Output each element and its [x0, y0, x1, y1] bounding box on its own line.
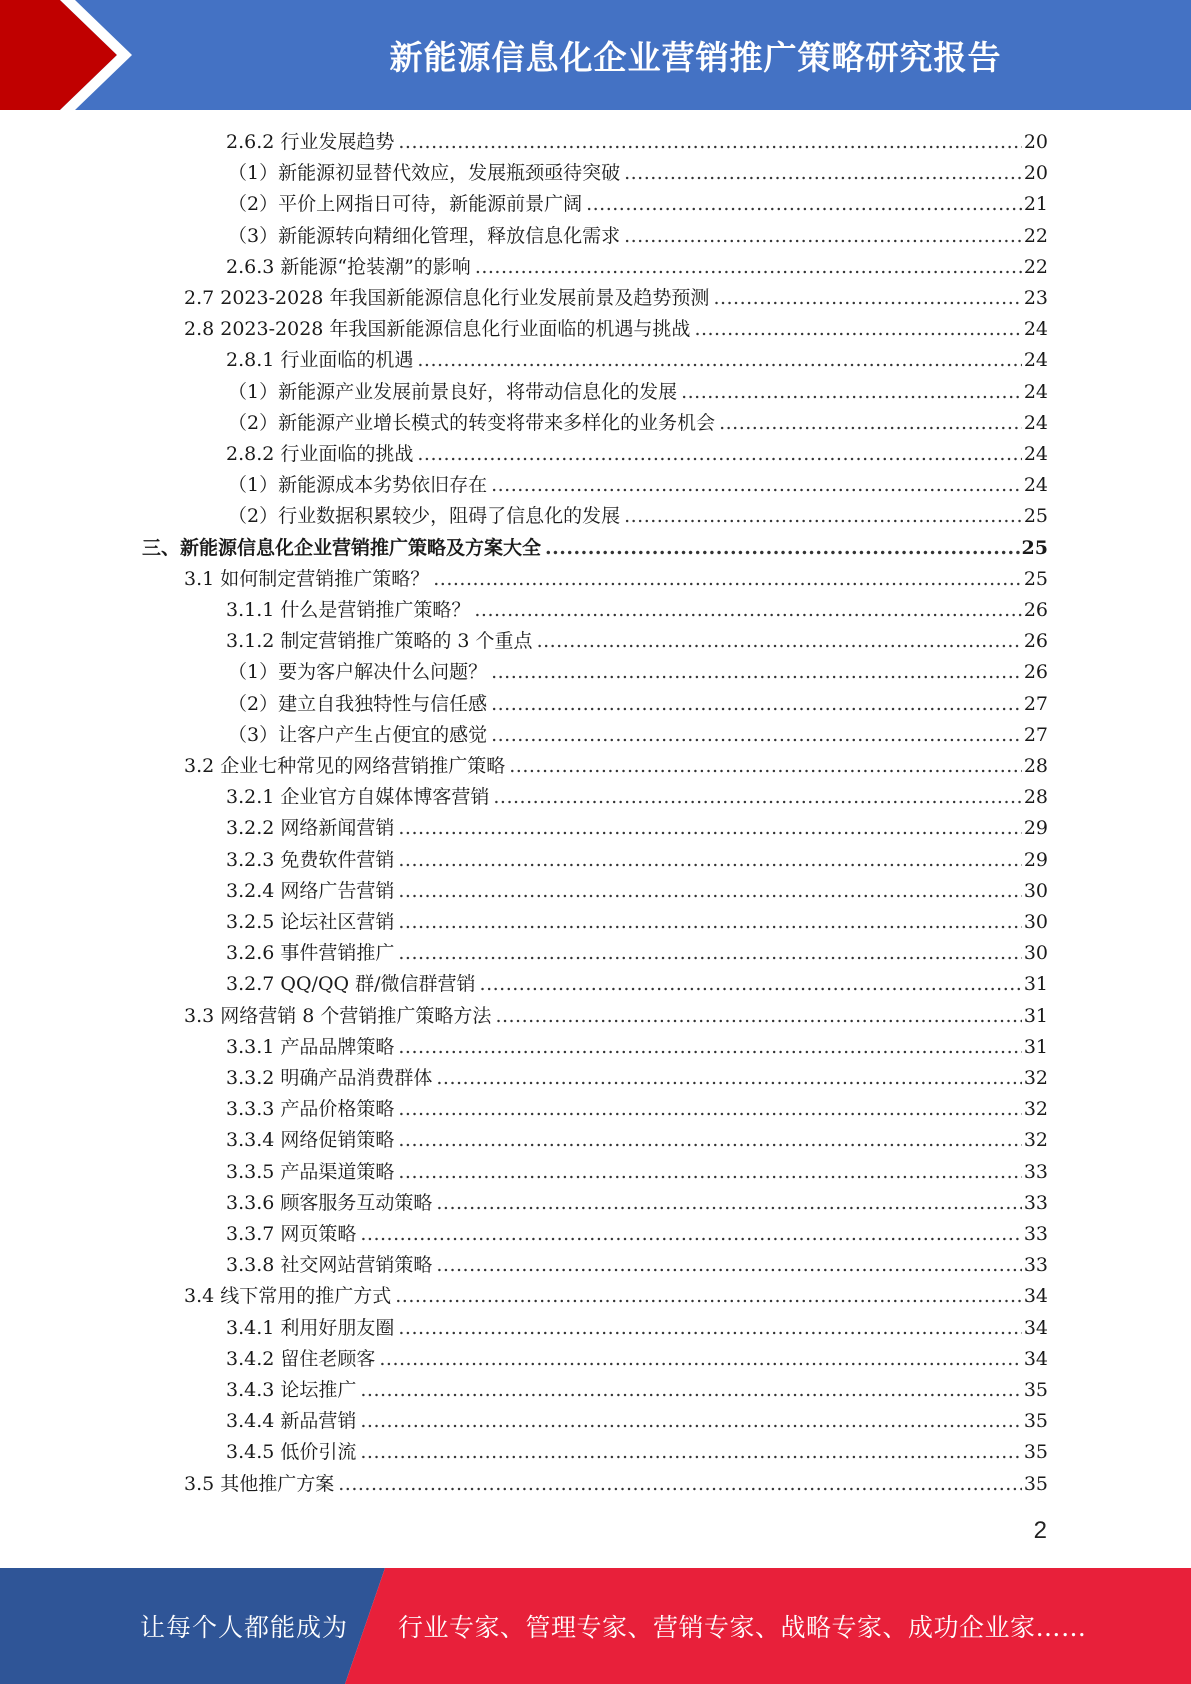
toc-entry[interactable]: [226, 938, 1048, 969]
toc-entry[interactable]: [226, 595, 1048, 626]
toc-entry[interactable]: [184, 314, 1048, 345]
toc-entry-page: 33: [1023, 1223, 1048, 1245]
toc-entry[interactable]: [228, 408, 1048, 439]
toc-dot-leader: [398, 1125, 1021, 1156]
toc-entry-title: （1）新能源产业发展前景良好，将带动信息化的发展: [228, 380, 678, 403]
toc-entry-page: 20: [1023, 131, 1048, 153]
toc-entry[interactable]: [226, 813, 1048, 844]
toc-entry[interactable]: [226, 1375, 1048, 1406]
toc-dot-leader: [398, 876, 1021, 907]
toc-dot-leader: [537, 626, 1022, 657]
toc-dot-leader: [398, 1157, 1021, 1188]
toc-entry-page: 30: [1023, 911, 1048, 933]
toc-entry[interactable]: [226, 845, 1048, 876]
toc-dot-leader: [475, 252, 1022, 283]
toc-entry[interactable]: [228, 470, 1048, 501]
toc-entry-title: 2.6.2 行业发展趋势: [226, 131, 395, 153]
toc-dot-leader: [495, 1001, 1021, 1032]
toc-entry[interactable]: [184, 564, 1048, 595]
toc-entry-page: 24: [1023, 411, 1048, 434]
toc-dot-leader: [491, 689, 1022, 720]
toc-dot-leader: [398, 938, 1021, 969]
toc-dot-leader: [360, 1437, 1021, 1468]
toc-entry-title: 3.1.2 制定营销推广策略的 3 个重点: [226, 630, 533, 653]
toc-entry-title: （1）新能源初显替代效应，发展瓶颈亟待突破: [228, 162, 621, 185]
toc-entry-page: 30: [1023, 942, 1048, 965]
toc-entry-title: （1）新能源成本劣势依旧存在: [228, 474, 488, 497]
toc-entry-page: 35: [1023, 1472, 1048, 1495]
toc-entry-title: 3.3.4 网络促销策略: [226, 1129, 395, 1152]
toc-entry-title: （2）新能源产业增长模式的转变将带来多样化的业务机会: [228, 411, 716, 434]
toc-entry[interactable]: [184, 1281, 1048, 1312]
toc-entry-page: 25: [1021, 536, 1048, 559]
toc-entry-page: 24: [1023, 474, 1048, 497]
page-footer: [0, 1568, 1191, 1684]
toc-dot-leader: [624, 221, 1022, 252]
toc-entry[interactable]: [226, 1063, 1048, 1094]
toc-dot-leader: [338, 1469, 1022, 1500]
toc-entry[interactable]: [226, 1157, 1048, 1188]
toc-dot-leader: [624, 158, 1022, 189]
toc-entry[interactable]: [226, 1406, 1048, 1437]
toc-entry[interactable]: [226, 1032, 1048, 1063]
toc-entry-page: 28: [1023, 755, 1048, 777]
toc-entry-title: 3.4 线下常用的推广方式: [184, 1285, 392, 1308]
toc-entry-title: 3.3.6 顾客服务互动策略: [226, 1191, 433, 1214]
page-header: [0, 0, 1191, 110]
toc-dot-leader: [681, 377, 1022, 408]
toc-entry-title: 2.6.3 新能源“抢装潮”的影响: [226, 255, 471, 278]
footer-slogan-left: 让每个人都能成为: [140, 1613, 349, 1642]
toc-entry[interactable]: [228, 189, 1048, 220]
toc-entry-page: 24: [1023, 349, 1048, 372]
toc-entry[interactable]: [228, 657, 1048, 688]
toc-entry[interactable]: [226, 1094, 1048, 1125]
toc-entry-page: 26: [1023, 630, 1048, 653]
toc-entry-page: 24: [1023, 443, 1048, 465]
toc-dot-leader: [719, 408, 1022, 439]
toc-entry-page: 29: [1023, 817, 1048, 840]
toc-entry-title: 3.5 其他推广方案: [184, 1472, 335, 1495]
toc-dot-leader: [491, 657, 1022, 688]
toc-entry-page: 24: [1023, 318, 1048, 341]
toc-entry-title: 3.3 网络营销 8 个营销推广策略方法: [184, 1004, 492, 1027]
toc-dot-leader: [417, 345, 1021, 376]
toc-entry[interactable]: [228, 501, 1048, 532]
toc-entry-title: （2）行业数据积累较少，阻碍了信息化的发展: [228, 505, 621, 528]
toc-entry-page: 33: [1023, 1254, 1048, 1277]
toc-entry[interactable]: [226, 1313, 1048, 1344]
toc-entry-title: 3.4.1 利用好朋友圈: [226, 1316, 395, 1339]
toc-dot-leader: [545, 533, 1020, 564]
toc-entry-page: 25: [1023, 505, 1048, 528]
toc-dot-leader: [398, 1032, 1021, 1063]
toc-entry-title: （1）要为客户解决什么问题？: [228, 661, 488, 684]
toc-entry[interactable]: [226, 439, 1048, 470]
toc-entry-title: 3.2.2 网络新闻营销: [226, 817, 395, 840]
toc-entry[interactable]: [226, 1437, 1048, 1468]
toc-entry-page: 30: [1023, 879, 1048, 902]
toc-entry[interactable]: [184, 751, 1048, 782]
toc-entry[interactable]: [226, 1188, 1048, 1219]
toc-dot-leader: [398, 1313, 1021, 1344]
toc-dot-leader: [493, 782, 1021, 813]
toc-entry-title: （2）建立自我独特性与信任感: [228, 692, 488, 715]
toc-entry-title: 3.3.5 产品渠道策略: [226, 1160, 395, 1183]
toc-entry[interactable]: [226, 1219, 1048, 1250]
toc-dot-leader: [379, 1344, 1021, 1375]
toc-entry-page: 26: [1023, 599, 1048, 621]
toc-dot-leader: [417, 439, 1021, 470]
toc-dot-leader: [491, 470, 1022, 501]
toc-entry-title: 3.3.1 产品品牌策略: [226, 1035, 395, 1058]
toc-dot-leader: [509, 751, 1022, 782]
toc-entry-page: 35: [1023, 1410, 1048, 1433]
toc-entry-title: 2.8.2 行业面临的挑战: [226, 443, 414, 465]
toc-dot-leader: [398, 127, 1021, 158]
toc-dot-leader: [398, 813, 1021, 844]
toc-entry[interactable]: [226, 907, 1048, 938]
toc-entry-page: 21: [1023, 193, 1048, 216]
toc-dot-leader: [398, 907, 1021, 938]
toc-entry-page: 23: [1023, 287, 1048, 309]
toc-dot-leader: [474, 595, 1021, 626]
toc-entry-title: 3.2.7 QQ/QQ 群/微信群营销: [226, 973, 476, 996]
toc-entry[interactable]: [226, 626, 1048, 657]
toc-dot-leader: [436, 1063, 1021, 1094]
toc-entry-title: （3）新能源转向精细化管理，释放信息化需求: [228, 224, 621, 247]
toc-entry-title: 3.1 如何制定营销推广策略？: [184, 567, 430, 590]
toc-entry-title: （2）平价上网指日可待，新能源前景广阔: [228, 193, 583, 216]
toc-entry[interactable]: [184, 283, 1048, 314]
toc-dot-leader: [433, 564, 1022, 595]
toc-entry-page: 35: [1023, 1379, 1048, 1401]
toc-entry-page: 31: [1023, 1035, 1048, 1058]
footer-slogan-right: 行业专家、管理专家、营销专家、战略专家、成功企业家……: [398, 1613, 1087, 1642]
toc-entry-title: 3.4.3 论坛推广: [226, 1379, 357, 1401]
toc-entry[interactable]: [228, 377, 1048, 408]
toc-dot-leader: [694, 314, 1021, 345]
toc-entry[interactable]: [226, 782, 1048, 813]
toc-entry-page: 28: [1023, 786, 1048, 809]
toc-entry-page: 31: [1023, 1004, 1048, 1027]
toc-entry-page: 27: [1023, 692, 1048, 715]
toc-entry-page: 34: [1023, 1347, 1048, 1370]
toc-entry[interactable]: [228, 221, 1048, 252]
toc-entry[interactable]: [226, 1344, 1048, 1375]
toc-entry-title: 3.3.8 社交网站营销策略: [226, 1254, 433, 1277]
toc-dot-leader: [713, 283, 1021, 314]
toc-dot-leader: [480, 969, 1022, 1000]
toc-entry[interactable]: [226, 127, 1048, 158]
toc-entry-title: 3.2.6 事件营销推广: [226, 942, 395, 965]
toc-dot-leader: [360, 1219, 1021, 1250]
toc-entry-title: 3.3.7 网页策略: [226, 1223, 357, 1245]
toc-entry-page: 34: [1023, 1316, 1048, 1339]
toc-entry-title: 3.4.5 低价引流: [226, 1441, 357, 1464]
toc-entry-page: 22: [1023, 255, 1048, 278]
toc-entry[interactable]: [228, 158, 1048, 189]
toc-entry-title: 3.4.4 新品营销: [226, 1410, 357, 1433]
toc-entry[interactable]: [184, 1469, 1048, 1500]
toc-dot-leader: [398, 845, 1021, 876]
toc-entry-title: 3.2.1 企业官方自媒体博客营销: [226, 786, 490, 809]
toc-dot-leader: [360, 1406, 1021, 1437]
toc-entry-title: 3.3.2 明确产品消费群体: [226, 1067, 433, 1089]
toc-entry[interactable]: [226, 1125, 1048, 1156]
toc-entry-page: 32: [1023, 1098, 1048, 1121]
toc-entry-page: 29: [1023, 848, 1048, 871]
toc-entry-page: 33: [1023, 1160, 1048, 1183]
toc-entry-page: 27: [1023, 723, 1048, 746]
toc-entry-page: 25: [1023, 567, 1048, 590]
toc-dot-leader: [586, 189, 1022, 220]
toc-entry-title: 3.1.1 什么是营销推广策略？: [226, 599, 471, 621]
toc-dot-leader: [436, 1188, 1021, 1219]
toc-entry-title: 3.2.4 网络广告营销: [226, 879, 395, 902]
toc-dot-leader: [491, 720, 1022, 751]
toc-entry-page: 24: [1023, 380, 1048, 403]
toc-entry-page: 32: [1023, 1067, 1048, 1089]
toc-entry[interactable]: [226, 876, 1048, 907]
toc-dot-leader: [436, 1250, 1021, 1281]
toc-entry-title: 3.2.5 论坛社区营销: [226, 911, 395, 933]
toc-entry-title: 3.2.3 免费软件营销: [226, 848, 395, 871]
toc-entry[interactable]: [184, 1001, 1048, 1032]
toc-entry-page: 34: [1023, 1285, 1048, 1308]
toc-entry-title: 三、新能源信息化企业营销推广策略及方案大全: [142, 536, 542, 559]
toc-entry[interactable]: [226, 252, 1048, 283]
toc-dot-leader: [398, 1094, 1021, 1125]
toc-entry-title: 3.3.3 产品价格策略: [226, 1098, 395, 1121]
toc-dot-leader: [624, 501, 1022, 532]
toc-entry-page: 33: [1023, 1191, 1048, 1214]
report-title: 新能源信息化企业营销推广策略研究报告: [389, 37, 1002, 77]
toc-entry-page: 32: [1023, 1129, 1048, 1152]
toc-entry-page: 31: [1023, 973, 1048, 996]
toc-entry-page: 20: [1023, 162, 1048, 185]
toc-entry[interactable]: [228, 689, 1048, 720]
toc-entry[interactable]: [228, 720, 1048, 751]
toc-dot-leader: [360, 1375, 1021, 1406]
toc-entry-title: 3.2 企业七种常见的网络营销推广策略: [184, 755, 506, 777]
toc-entry[interactable]: [226, 1250, 1048, 1281]
toc-entry-title: 2.8 2023-2028 年我国新能源信息化行业面临的机遇与挑战: [184, 318, 691, 341]
toc-dot-leader: [395, 1281, 1022, 1312]
page-number: 2: [1033, 1517, 1047, 1544]
toc-entry[interactable]: [226, 345, 1048, 376]
toc-entry-title: 2.7 2023-2028 年我国新能源信息化行业发展前景及趋势预测: [184, 287, 710, 309]
toc-entry[interactable]: [226, 969, 1048, 1000]
header-arrow-graphic: [0, 0, 170, 110]
toc-entry-page: 22: [1023, 224, 1048, 247]
toc-entry[interactable]: [142, 533, 1048, 564]
toc-entry-page: 35: [1023, 1441, 1048, 1464]
toc-entry-page: 26: [1023, 661, 1048, 684]
toc-entry-title: 2.8.1 行业面临的机遇: [226, 349, 414, 372]
toc-entry-title: 3.4.2 留住老顾客: [226, 1347, 376, 1370]
toc-entry-title: （3）让客户产生占便宜的感觉: [228, 723, 488, 746]
